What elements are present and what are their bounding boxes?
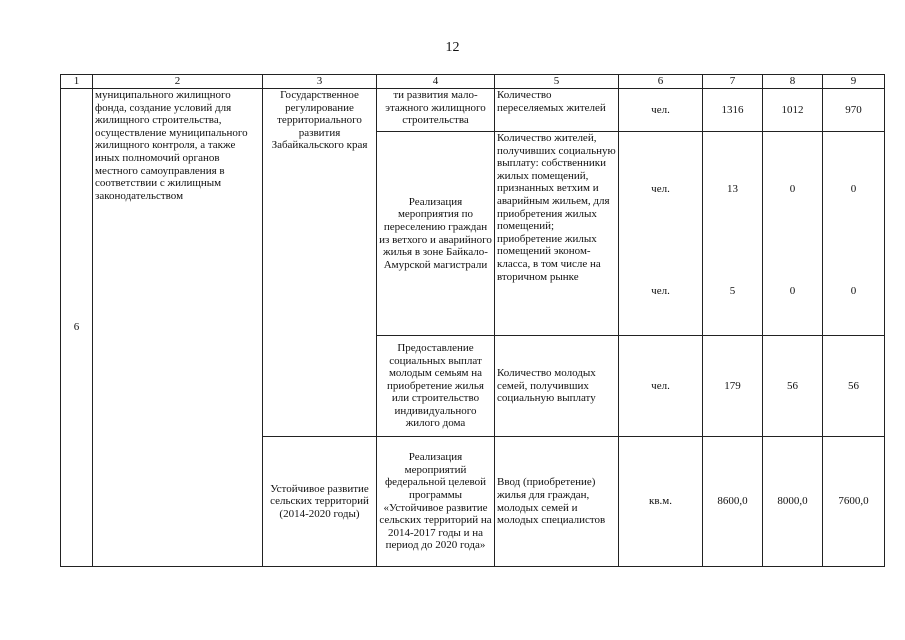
header-cell: 7 (703, 75, 763, 89)
header-cell: 4 (377, 75, 495, 89)
header-row (61, 75, 885, 89)
unit-cell: чел. (619, 89, 703, 132)
value-cell: 0 (763, 132, 823, 248)
measure-cell: Реализация мероприятий федеральной целевой программы «Устойчивое развитие сельских территорий на 2014-2017 годы и на период до 2020 года» (377, 437, 495, 567)
unit-cell: чел. (619, 248, 703, 336)
table-row (61, 89, 885, 132)
indicator-part-b: приобретение жилых помещений эконом-класса, в том числе на вторичном рынке (497, 232, 601, 283)
value-cell: 1012 (763, 89, 823, 132)
value-cell: 970 (823, 89, 885, 132)
measure-cell: Реализация мероприятия по переселению граждан из ветхого и аварийного жилья в зоне Байкало-Амурской магистрали (377, 132, 495, 336)
header-cell: 8 (763, 75, 823, 89)
value-cell: 179 (703, 336, 763, 437)
header-cell: 2 (93, 75, 263, 89)
value-cell: 5 (703, 248, 763, 336)
header-cell: 5 (495, 75, 619, 89)
measure-cell: ти развития мало-этажного жилищного строительства (377, 89, 495, 132)
unit-cell: кв.м. (619, 437, 703, 567)
value-cell: 0 (823, 248, 885, 336)
measure-cell: Предоставление социальных выплат молодым семьям на приобретение жилья или строительство индивидуального жилого дома (377, 336, 495, 437)
header-cell: 9 (823, 75, 885, 89)
value-cell: 1316 (703, 89, 763, 132)
value-cell: 13 (703, 132, 763, 248)
task-description: муниципального жилищного фонда, создание условий для жилищного строительства, осуществление муниципального жилищного контроля, а также иных полномочий органов местного самоуправления в соответствии с жилищным законодательством (93, 89, 263, 567)
indicator-cell: Количество переселяемых жителей (495, 89, 619, 132)
value-cell: 0 (763, 248, 823, 336)
value-cell: 8600,0 (703, 437, 763, 567)
indicator-cell (495, 132, 619, 336)
row-number: 6 (61, 89, 93, 567)
indicator-cell: Ввод (приобретение) жилья для граждан, молодых семей и молодых специалистов (495, 437, 619, 567)
program-name: Устойчивое развитие сельских территорий (2014-2020 годы) (263, 437, 377, 567)
header-cell: 6 (619, 75, 703, 89)
unit-cell: чел. (619, 132, 703, 248)
program-name: Государственное регулирование территориального развития Забайкальского края (263, 89, 377, 437)
page-number: 12 (445, 40, 460, 55)
value-cell: 56 (763, 336, 823, 437)
value-cell: 0 (823, 132, 885, 248)
value-cell: 56 (823, 336, 885, 437)
value-cell: 8000,0 (763, 437, 823, 567)
value-cell: 7600,0 (823, 437, 885, 567)
header-cell: 1 (61, 75, 93, 89)
unit-cell: чел. (619, 336, 703, 437)
program-table (60, 74, 885, 567)
indicator-part-a: Количество жителей, получивших социальную выплату: собственники жилых помещений, признанных ветхим и аварийным жильем, для приобретения жилых помещений; (497, 132, 616, 233)
header-cell: 3 (263, 75, 377, 89)
indicator-cell: Количество молодых семей, получивших социальную выплату (495, 336, 619, 437)
